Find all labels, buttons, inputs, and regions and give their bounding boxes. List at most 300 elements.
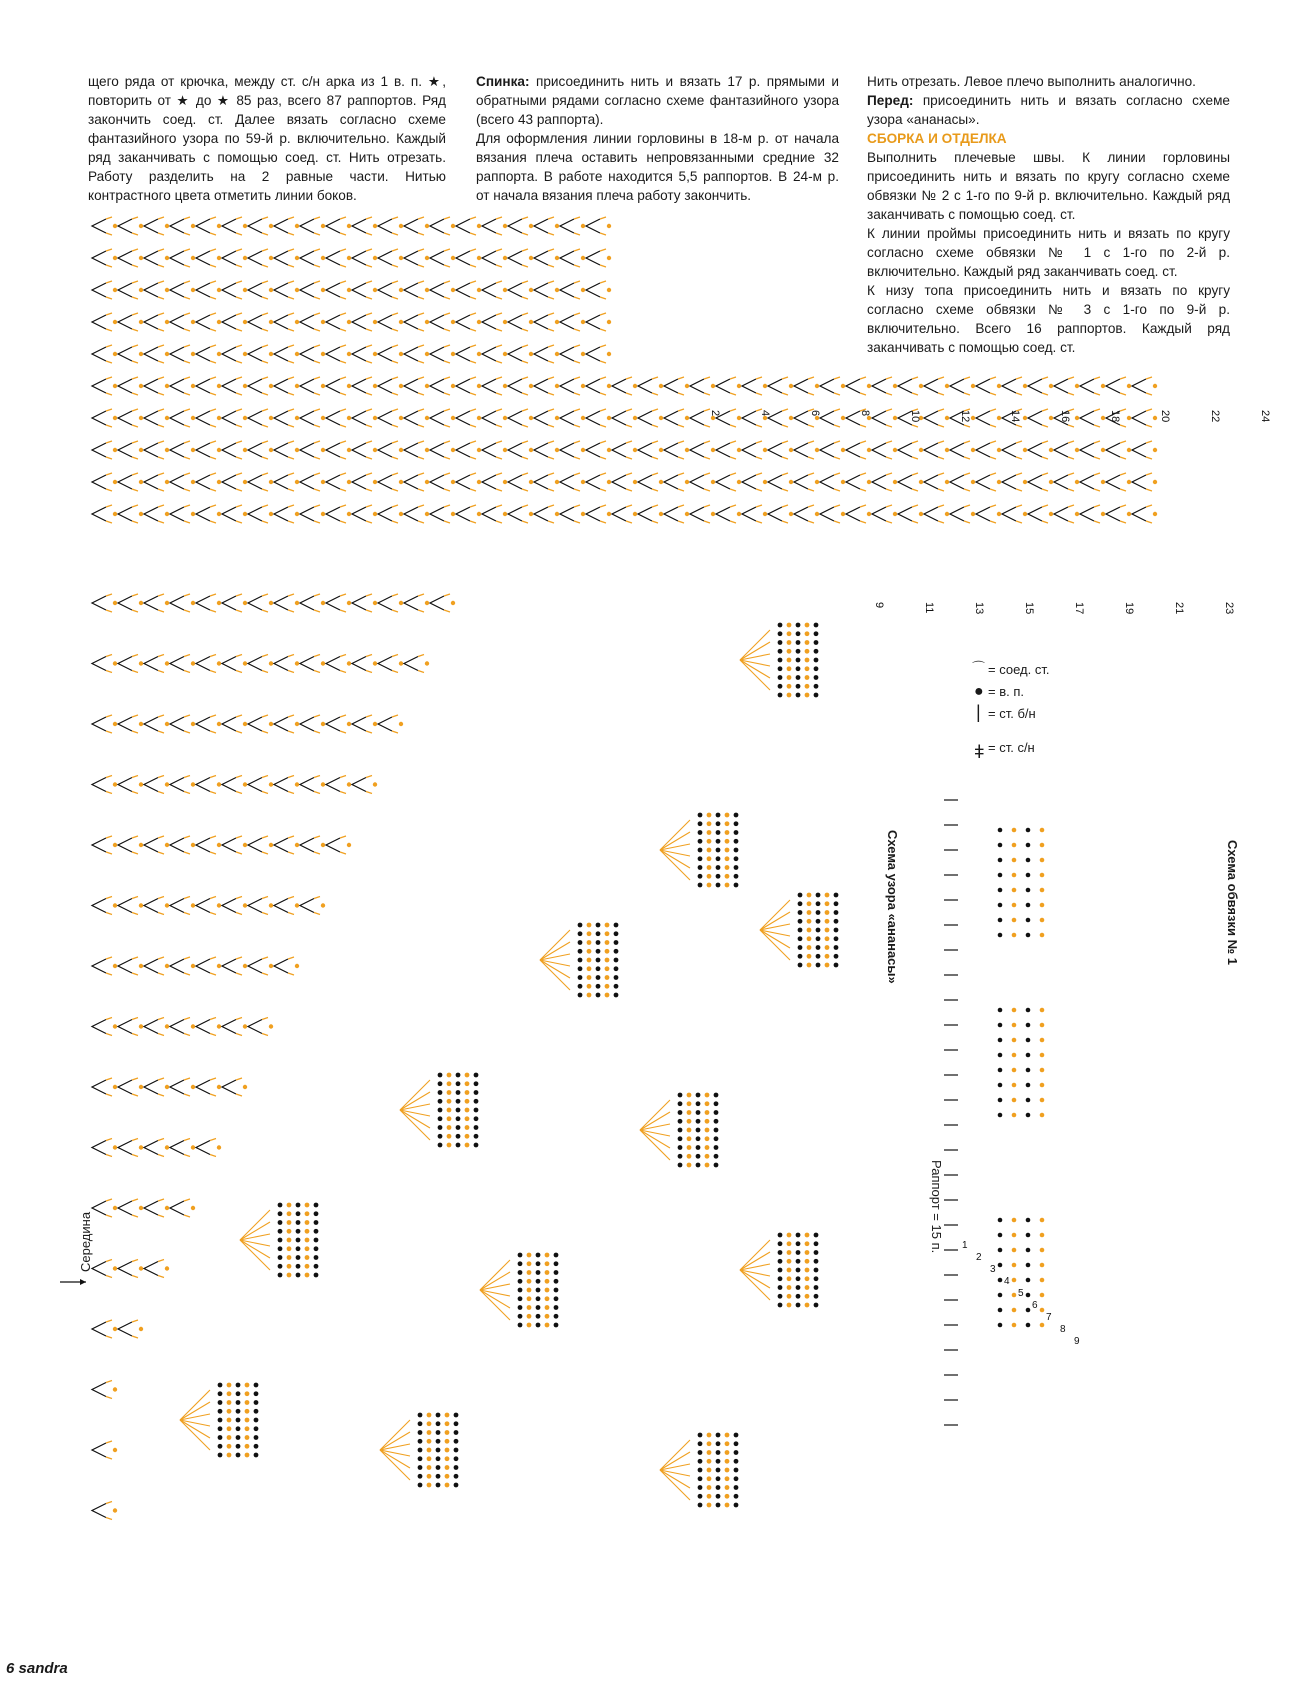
chain-dot: [554, 1288, 559, 1293]
v-stitch-tip: [418, 505, 424, 523]
v-stitch: [404, 347, 418, 361]
v-stitch-tip: [392, 594, 398, 612]
chain-dot: [447, 1108, 452, 1113]
chain-dot: [1040, 1038, 1045, 1043]
chain-dot: [217, 256, 221, 260]
chain-dot: [707, 821, 712, 826]
chain-dot: [581, 352, 585, 356]
v-stitch-tip: [236, 715, 242, 733]
chain-dot: [716, 865, 721, 870]
v-stitch: [872, 379, 886, 393]
chain-dot: [165, 512, 169, 516]
v-stitch-tip: [756, 473, 762, 491]
v-stitch: [950, 379, 964, 393]
v-stitch-tip: [132, 897, 138, 915]
chain-dot: [725, 821, 730, 826]
chain-dot: [454, 1465, 459, 1470]
chain-dot: [554, 1323, 559, 1328]
chain-dot: [555, 416, 559, 420]
chain-dot: [1127, 384, 1131, 388]
chain-dot: [217, 722, 221, 726]
v-stitch: [1002, 475, 1016, 489]
v-stitch-tip: [886, 409, 892, 427]
chain-dot: [227, 1391, 232, 1396]
chain-dot: [474, 1073, 479, 1078]
v-stitch: [430, 596, 444, 610]
v-stitch: [508, 283, 522, 297]
chain-dot: [614, 958, 619, 963]
v-stitch-tip: [184, 836, 190, 854]
v-stitch-tip: [132, 776, 138, 794]
v-stitch: [794, 443, 808, 457]
chain-dot: [893, 416, 897, 420]
v-stitch-tip: [210, 409, 216, 427]
chain-dot: [456, 1116, 461, 1121]
v-stitch: [144, 411, 158, 425]
chain-dot: [696, 1128, 701, 1133]
chain-dot: [867, 448, 871, 452]
v-stitch: [456, 251, 470, 265]
v-stitch-tip: [340, 281, 346, 299]
chain-dot: [711, 480, 715, 484]
v-stitch-tip: [262, 441, 268, 459]
chain-dot: [607, 224, 611, 228]
chain-dot: [1026, 1323, 1031, 1328]
chain-dot: [399, 320, 403, 324]
chain-dot: [529, 416, 533, 420]
v-stitch: [92, 315, 106, 329]
v-stitch-tip: [366, 217, 372, 235]
v-stitch-tip: [106, 217, 112, 235]
v-stitch: [404, 411, 418, 425]
chain-dot: [581, 480, 585, 484]
v-stitch: [638, 475, 652, 489]
chain-dot: [998, 1308, 1003, 1313]
chain-dot: [725, 1503, 730, 1508]
chain-dot: [867, 512, 871, 516]
chain-dot: [587, 958, 592, 963]
v-stitch: [222, 1080, 236, 1094]
chain-dot: [113, 352, 117, 356]
chain-dot: [243, 352, 247, 356]
chain-dot: [998, 1263, 1003, 1268]
chain-dot: [798, 928, 803, 933]
chain-dot: [139, 1327, 143, 1331]
v-stitch-tip: [860, 505, 866, 523]
v-stitch: [690, 475, 704, 489]
v-stitch-tip: [236, 836, 242, 854]
v-stitch-tip: [756, 505, 762, 523]
chain-dot: [236, 1444, 241, 1449]
chain-dot: [218, 1383, 223, 1388]
v-stitch: [378, 475, 392, 489]
v-stitch-tip: [288, 313, 294, 331]
chain-dot: [698, 1476, 703, 1481]
v-stitch-tip: [548, 377, 554, 395]
v-stitch: [560, 379, 574, 393]
v-stitch: [274, 717, 288, 731]
v-stitch-tip: [340, 505, 346, 523]
v-stitch: [456, 347, 470, 361]
chain-dot: [445, 1439, 450, 1444]
v-stitch: [196, 347, 210, 361]
v-stitch: [144, 596, 158, 610]
v-stitch: [664, 411, 678, 425]
chain-dot: [227, 1435, 232, 1440]
v-stitch-tip: [132, 281, 138, 299]
chain-dot: [998, 1023, 1003, 1028]
chain-dot: [373, 601, 377, 605]
v-stitch: [430, 443, 444, 457]
chain-dot: [707, 1459, 712, 1464]
chain-dot: [659, 384, 663, 388]
chain-dot: [945, 512, 949, 516]
v-stitch-tip: [418, 217, 424, 235]
chain-dot: [295, 480, 299, 484]
chain-dot: [796, 684, 801, 689]
v-stitch: [118, 219, 132, 233]
chain-dot: [536, 1270, 541, 1275]
chain-dot: [447, 1143, 452, 1148]
v-stitch: [508, 347, 522, 361]
v-stitch: [352, 443, 366, 457]
v-stitch-tip: [106, 249, 112, 267]
v-stitch-tip: [366, 377, 372, 395]
v-stitch: [586, 379, 600, 393]
chain-dot: [554, 1296, 559, 1301]
chain-dot: [796, 1294, 801, 1299]
chain-dot: [217, 288, 221, 292]
v-stitch-tip: [184, 776, 190, 794]
chain-dot: [734, 1450, 739, 1455]
chain-dot: [807, 910, 812, 915]
v-stitch-tip: [262, 505, 268, 523]
v-stitch-tip: [106, 345, 112, 363]
v-stitch-tip: [392, 217, 398, 235]
chain-dot: [191, 843, 195, 847]
chain-dot: [1153, 384, 1157, 388]
chain-dot: [1026, 1068, 1031, 1073]
v-stitch-tip: [366, 313, 372, 331]
v-stitch-tip: [340, 217, 346, 235]
chain-dot: [296, 1273, 301, 1278]
v-stitch-tip: [1146, 441, 1152, 459]
v-stitch: [820, 475, 834, 489]
chain-dot: [243, 480, 247, 484]
v-stitch-tip: [912, 377, 918, 395]
v-stitch: [430, 219, 444, 233]
v-stitch-tip: [1042, 505, 1048, 523]
v-stitch: [430, 347, 444, 361]
chain-dot: [596, 958, 601, 963]
chain-dot: [1012, 1278, 1017, 1283]
v-stitch: [300, 379, 314, 393]
chain-dot: [867, 416, 871, 420]
chain-dot: [373, 722, 377, 726]
v-stitch-tip: [288, 776, 294, 794]
v-stitch-tip: [288, 281, 294, 299]
chain-dot: [554, 1253, 559, 1258]
chain-dot: [218, 1444, 223, 1449]
v-stitch: [846, 443, 860, 457]
v-stitch-tip: [314, 594, 320, 612]
chain-dot: [1127, 512, 1131, 516]
chain-dot: [798, 919, 803, 924]
paragraph: Выполнить плечевые швы. К линии горловины присоединить нить и вязать по кругу согласно схеме обвязки № 2 с 1-го по 9-й р. включительно. Каждый ряд заканчивать с помощью соед. ст.: [867, 150, 1230, 222]
v-stitch: [300, 251, 314, 265]
chain-dot: [997, 448, 1001, 452]
v-stitch-tip: [288, 217, 294, 235]
v-stitch-tip: [704, 441, 710, 459]
v-stitch-tip: [106, 1381, 112, 1399]
v-stitch: [248, 219, 262, 233]
v-stitch: [248, 379, 262, 393]
v-stitch: [300, 219, 314, 233]
v-stitch-tip: [184, 505, 190, 523]
chain-dot: [778, 1241, 783, 1246]
chain-dot: [714, 1101, 719, 1106]
v-stitch-tip: [262, 473, 268, 491]
v-stitch-tip: [210, 1139, 216, 1157]
v-stitch: [222, 596, 236, 610]
v-stitch-tip: [470, 249, 476, 267]
v-stitch-tip: [1120, 473, 1126, 491]
v-stitch: [118, 717, 132, 731]
chain-dot: [805, 631, 810, 636]
chain-dot: [217, 1024, 221, 1028]
chain-dot: [1127, 448, 1131, 452]
chain-dot: [1040, 918, 1045, 923]
chain-dot: [418, 1439, 423, 1444]
chain-dot: [454, 1430, 459, 1435]
chain-dot: [454, 1439, 459, 1444]
v-stitch: [196, 443, 210, 457]
chain-dot: [477, 224, 481, 228]
chain-dot: [1049, 384, 1053, 388]
v-stitch: [1080, 443, 1094, 457]
chain-dot: [734, 821, 739, 826]
chain-dot: [687, 1154, 692, 1159]
chain-dot: [245, 1444, 250, 1449]
chain-dot: [399, 416, 403, 420]
v-stitch: [170, 1141, 184, 1155]
chain-dot: [555, 448, 559, 452]
chain-dot: [113, 964, 117, 968]
chain-dot: [1040, 1293, 1045, 1298]
v-stitch-tip: [782, 505, 788, 523]
v-stitch-tip: [964, 377, 970, 395]
chain-dot: [711, 512, 715, 516]
chain-dot: [218, 1435, 223, 1440]
chain-dot: [465, 1073, 470, 1078]
chain-dot: [347, 480, 351, 484]
chain-dot: [1040, 1263, 1045, 1268]
chain-dot: [139, 480, 143, 484]
chain-dot: [581, 224, 585, 228]
chain-dot: [725, 1494, 730, 1499]
v-stitch-tip: [704, 505, 710, 523]
v-stitch-tip: [548, 217, 554, 235]
chain-dot: [687, 1128, 692, 1133]
chain-dot: [295, 288, 299, 292]
v-stitch-tip: [418, 281, 424, 299]
chain-dot: [919, 448, 923, 452]
chain-dot: [427, 1421, 432, 1426]
chain-dot: [529, 384, 533, 388]
chain-dot: [347, 601, 351, 605]
v-stitch-tip: [1120, 441, 1126, 459]
chain-dot: [659, 416, 663, 420]
v-stitch-tip: [158, 249, 164, 267]
chain-dot: [217, 320, 221, 324]
row-number: 12: [959, 410, 971, 423]
chain-dot: [596, 993, 601, 998]
v-stitch-tip: [106, 836, 112, 854]
v-stitch-tip: [860, 441, 866, 459]
v-stitch-tip: [288, 377, 294, 395]
v-stitch-tip: [262, 345, 268, 363]
chain-dot: [347, 224, 351, 228]
v-stitch-tip: [1068, 441, 1074, 459]
chain-dot: [373, 320, 377, 324]
v-stitch: [1028, 379, 1042, 393]
chain-dot: [834, 928, 839, 933]
v-stitch: [404, 315, 418, 329]
chain-dot: [596, 975, 601, 980]
chain-dot: [1049, 512, 1053, 516]
chain-dot: [529, 224, 533, 228]
chain-dot: [725, 1433, 730, 1438]
v-stitch: [222, 443, 236, 457]
v-stitch: [92, 283, 106, 297]
v-stitch-tip: [340, 249, 346, 267]
v-stitch-tip: [236, 1078, 242, 1096]
v-stitch-tip: [730, 377, 736, 395]
chain-dot: [445, 1465, 450, 1470]
chain-dot: [536, 1288, 541, 1293]
chain-dot: [254, 1444, 259, 1449]
v-stitch-tip: [470, 217, 476, 235]
chain-dot: [425, 320, 429, 324]
v-stitch: [534, 379, 548, 393]
v-stitch-tip: [912, 441, 918, 459]
chain-dot: [796, 1233, 801, 1238]
v-stitch: [768, 475, 782, 489]
v-stitch: [638, 507, 652, 521]
v-stitch: [1002, 379, 1016, 393]
v-stitch-tip: [756, 377, 762, 395]
chain-dot: [1026, 858, 1031, 863]
v-stitch: [300, 315, 314, 329]
chain-dot: [191, 320, 195, 324]
v-stitch: [586, 411, 600, 425]
v-stitch: [560, 475, 574, 489]
v-stitch-tip: [106, 1502, 112, 1520]
v-stitch-tip: [808, 377, 814, 395]
chain-dot: [236, 1400, 241, 1405]
chain-dot: [438, 1081, 443, 1086]
v-stitch: [352, 657, 366, 671]
chain-dot: [243, 782, 247, 786]
chain-dot: [687, 1145, 692, 1150]
v-stitch-tip: [1068, 473, 1074, 491]
chain-dot: [798, 893, 803, 898]
chain-dot: [763, 416, 767, 420]
v-stitch-tip: [808, 441, 814, 459]
v-stitch: [820, 507, 834, 521]
v-stitch: [690, 411, 704, 425]
v-stitch: [508, 379, 522, 393]
chain-dot: [451, 256, 455, 260]
chain-dot: [456, 1108, 461, 1113]
chain-dot: [445, 1474, 450, 1479]
chain-dot: [614, 931, 619, 936]
v-stitch-tip: [132, 409, 138, 427]
chain-dot: [705, 1119, 710, 1124]
chain-dot: [165, 843, 169, 847]
chain-dot: [816, 954, 821, 959]
v-stitch: [222, 411, 236, 425]
chain-dot: [814, 693, 819, 698]
v-stitch-tip: [1016, 473, 1022, 491]
chain-dot: [1023, 448, 1027, 452]
v-stitch-tip: [470, 377, 476, 395]
chain-dot: [518, 1305, 523, 1310]
chain-dot: [1101, 384, 1105, 388]
chain-dot: [796, 631, 801, 636]
v-stitch-tip: [210, 836, 216, 854]
chain-dot: [554, 1305, 559, 1310]
v-stitch-tip: [158, 505, 164, 523]
chain-dot: [796, 649, 801, 654]
chain-dot: [287, 1211, 292, 1216]
chain-dot: [614, 975, 619, 980]
v-stitch: [92, 838, 106, 852]
v-stitch-tip: [366, 249, 372, 267]
chain-dot: [787, 640, 792, 645]
chain-dot: [1026, 1218, 1031, 1223]
v-stitch: [144, 283, 158, 297]
chain-dot: [295, 661, 299, 665]
chain-dot: [725, 1450, 730, 1455]
chain-dot: [734, 830, 739, 835]
paragraph: Нить отрезать. Левое плечо выполнить аналогично.: [867, 74, 1196, 89]
chain-dot: [734, 1433, 739, 1438]
v-stitch-tip: [314, 715, 320, 733]
chain-dot: [347, 256, 351, 260]
v-stitch-tip: [444, 313, 450, 331]
edge-number: 1: [962, 1240, 968, 1251]
v-stitch: [872, 443, 886, 457]
v-stitch-tip: [496, 473, 502, 491]
v-stitch: [430, 411, 444, 425]
v-stitch: [586, 219, 600, 233]
v-stitch-tip: [522, 217, 528, 235]
chain-dot: [685, 512, 689, 516]
v-stitch-tip: [132, 1018, 138, 1036]
v-stitch: [144, 443, 158, 457]
chain-dot: [218, 1426, 223, 1431]
v-stitch: [118, 596, 132, 610]
chain-dot: [805, 675, 810, 680]
chain-dot: [425, 224, 429, 228]
v-stitch: [976, 443, 990, 457]
chain-dot: [707, 856, 712, 861]
v-stitch-tip: [158, 409, 164, 427]
v-stitch-tip: [210, 1078, 216, 1096]
chain-dot: [605, 984, 610, 989]
v-stitch: [300, 443, 314, 457]
